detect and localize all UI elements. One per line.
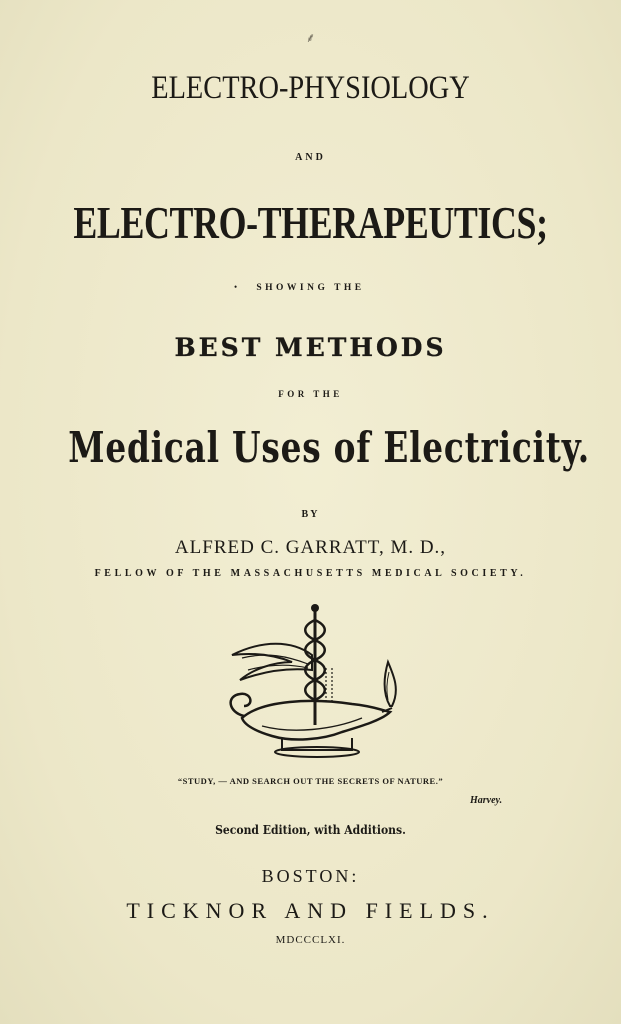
subtitle-showing: SHOWING THE [256, 283, 365, 293]
publication-city: BOSTON: [261, 866, 360, 886]
subtitle-for-the: FOR THE [278, 389, 343, 399]
top-ornament: ⸙ [305, 30, 316, 45]
title-line-2: ELECTRO-THERAPEUTICS; [73, 197, 548, 248]
bullet-dot: • [234, 282, 238, 292]
epigraph-quote: “STUDY, — AND SEARCH OUT THE SECRETS OF NATURE.” [177, 776, 444, 786]
lamp-illustration [222, 600, 408, 770]
author-name: ALFRED C. GARRATT, M. D., [174, 537, 447, 558]
by-line: BY [301, 509, 320, 520]
publisher-name: TICKNOR AND FIELDS. [126, 898, 495, 923]
title-conjunction: AND [295, 152, 326, 163]
author-affiliation: FELLOW OF THE MASSACHUSETTS MEDICAL SOCIETY. [94, 568, 527, 579]
subtitle-medical-uses: Medical Uses of Electricity. [68, 423, 590, 472]
title-line-1: ELECTRO-PHYSIOLOGY [151, 70, 470, 106]
edition-statement: Second Edition, with Additions. [215, 823, 406, 837]
subtitle-best-methods: BEST METHODS [174, 333, 447, 362]
epigraph-attribution: Harvey. [470, 795, 503, 806]
publication-year: MDCCCLXI. [275, 934, 346, 946]
